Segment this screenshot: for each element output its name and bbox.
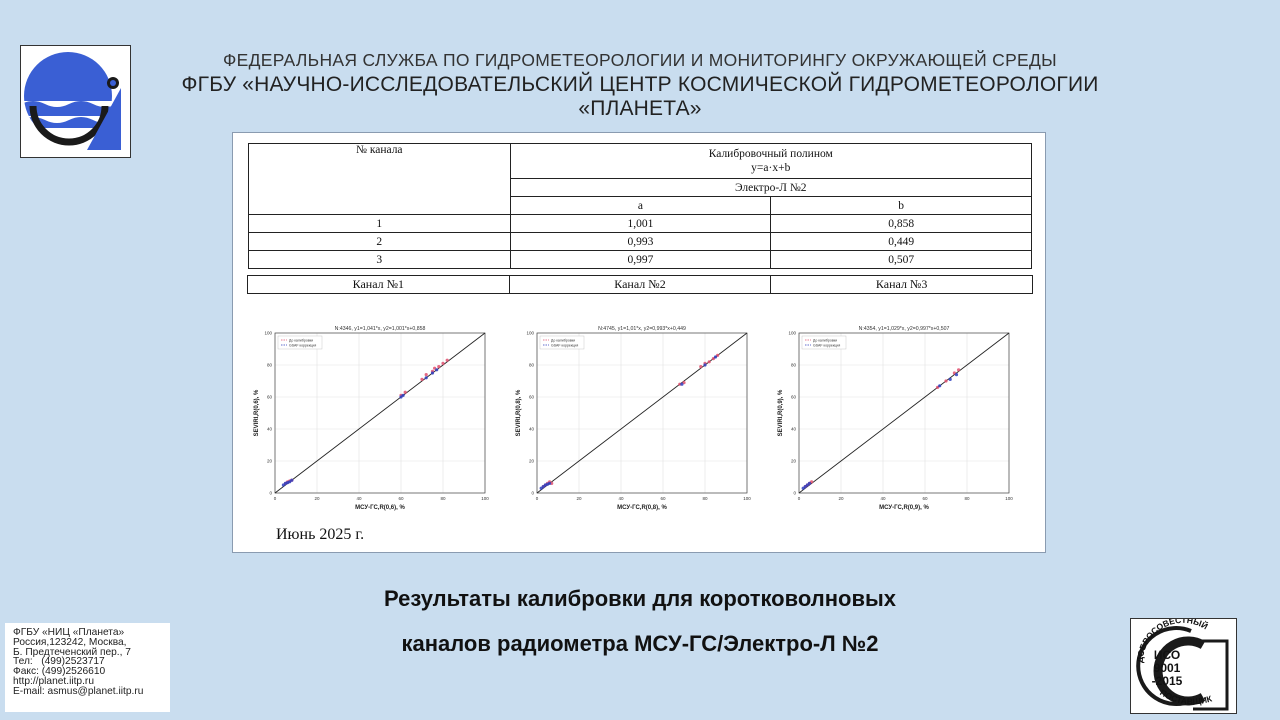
badge-iso-year: -2015 <box>1151 674 1183 688</box>
x-tick-label: 100 <box>481 496 489 501</box>
header-agency: ФЕДЕРАЛЬНАЯ СЛУЖБА ПО ГИДРОМЕТЕОРОЛОГИИ И МОНИТОРИНГУ ОКРУЖАЮЩЕЙ СРЕДЫ <box>223 50 1057 70</box>
x-axis-label: МСУ-ГС,R(0,6), % <box>355 505 405 511</box>
y-tick-label: 0 <box>531 490 534 496</box>
data-point <box>437 365 440 368</box>
table-row <box>249 251 1032 269</box>
data-point <box>938 384 941 387</box>
y-tick-label: 60 <box>790 394 796 400</box>
coef-a: 1,001 <box>510 215 771 233</box>
contact-line: ФГБУ «НИЦ «Планета» <box>13 627 125 638</box>
data-point <box>548 482 551 485</box>
x-tick-label: 40 <box>618 496 624 501</box>
data-point <box>446 359 449 362</box>
polynomial-title: Калибровочный полином <box>708 148 833 160</box>
channel-number: 1 <box>249 215 511 233</box>
y-axis-label: SEVIRI,R(0,9), % <box>778 389 784 437</box>
channel-label: Канал №1 <box>248 276 510 294</box>
x-tick-label: 60 <box>398 496 404 501</box>
coef-a-header: a <box>510 197 771 215</box>
chart-title: N:4745, y1=1,01*x, y2=0,993*x+0,449 <box>598 326 686 332</box>
data-point <box>680 383 683 386</box>
calibration-table <box>248 143 1032 269</box>
y-tick-label: 100 <box>788 330 796 336</box>
y-tick-label: 0 <box>269 490 272 496</box>
header-center: ФГБУ «НАУЧНО-ИССЛЕДОВАТЕЛЬСКИЙ ЦЕНТР КОСМИЧЕСКОЙ ГИДРОМЕТЕОРОЛОГИИ «ПЛАНЕТА» <box>181 73 1099 120</box>
legend-label: GSAF коррекция <box>289 343 317 348</box>
y-tick-label: 20 <box>790 458 796 464</box>
scatter-chart-channel-2 <box>512 323 752 513</box>
data-point <box>425 376 428 379</box>
data-point <box>714 355 717 358</box>
contact-line: Россия,123242, Москва, <box>13 636 127 648</box>
data-point <box>808 482 811 485</box>
data-point <box>420 378 423 381</box>
channel-label: Канал №2 <box>509 276 771 294</box>
data-point <box>708 360 711 363</box>
polynomial-header <box>510 144 1031 179</box>
x-tick-label: 80 <box>702 496 708 501</box>
y-tick-label: 100 <box>264 330 272 336</box>
coef-b-header: b <box>771 197 1032 215</box>
channel-number: 3 <box>249 251 511 269</box>
coef-a: 0,993 <box>510 233 771 251</box>
y-tick-label: 40 <box>528 426 534 432</box>
channel-header: № канала <box>249 144 511 215</box>
data-point <box>957 368 960 371</box>
coef-a: 0,997 <box>510 251 771 269</box>
scatter-chart-channel-1 <box>250 323 490 513</box>
y-tick-label: 20 <box>528 458 534 464</box>
x-tick-label: 20 <box>576 496 582 501</box>
data-point <box>404 391 407 394</box>
y-tick-label: 100 <box>526 330 534 336</box>
x-axis-label: МСУ-ГС,R(0,8), % <box>617 505 667 511</box>
table-row <box>249 215 1032 233</box>
x-tick-label: 0 <box>535 496 539 501</box>
contact-card <box>5 623 170 712</box>
legend-label: До калибровки <box>289 338 314 343</box>
y-tick-label: 40 <box>790 426 796 432</box>
y-axis-label: SEVIRI,R(0,8), % <box>516 389 522 437</box>
y-tick-label: 60 <box>528 394 534 400</box>
x-tick-label: 80 <box>964 496 970 501</box>
y-axis-label: SEVIRI,R(0,6), % <box>254 389 260 437</box>
x-tick-label: 80 <box>440 496 446 501</box>
x-tick-label: 60 <box>660 496 666 501</box>
x-tick-label: 40 <box>356 496 362 501</box>
chart-title: N:4346, y1=1,041*x, y2=1,001*x+0,858 <box>334 326 426 332</box>
channel-labels <box>247 275 1033 294</box>
x-axis-label: МСУ-ГС,R(0,9), % <box>879 505 929 511</box>
y-tick-label: 40 <box>266 426 272 432</box>
data-point <box>441 362 444 365</box>
contact-line: Б. Предтеченский пер., 7 <box>13 646 131 658</box>
data-point <box>703 363 706 366</box>
y-tick-label: 60 <box>266 394 272 400</box>
x-tick-label: 0 <box>273 496 277 501</box>
x-tick-label: 20 <box>838 496 844 501</box>
data-point <box>955 373 958 376</box>
data-point <box>425 373 428 376</box>
badge-iso-number: 9001 <box>1153 661 1181 675</box>
contact-line: Тел: (499)2523717 <box>13 656 105 668</box>
y-tick-label: 80 <box>528 362 534 368</box>
data-point <box>944 379 947 382</box>
contact-line: Факс: (499)2526610 <box>13 666 106 678</box>
x-tick-label: 100 <box>1005 496 1013 501</box>
organization-logo <box>20 45 131 158</box>
x-tick-label: 40 <box>880 496 886 501</box>
y-tick-label: 80 <box>266 362 272 368</box>
identity-line <box>275 333 485 493</box>
data-point <box>949 378 952 381</box>
data-point <box>431 371 434 374</box>
legend-label: GSAF коррекция <box>813 343 841 348</box>
legend-label: GSAF коррекция <box>551 343 579 348</box>
data-point <box>699 365 702 368</box>
date-note: Июнь 2025 г. <box>276 526 365 543</box>
contact-line[interactable]: http://planet.iitp.ru <box>13 675 94 687</box>
scatter-chart-channel-3 <box>774 323 1014 513</box>
x-tick-label: 20 <box>314 496 320 501</box>
badge-bottom-text: ПОСТАВЩИК <box>1158 687 1213 707</box>
legend-label: До калибровки <box>551 338 576 343</box>
chart-title: N:4354, y1=1,029*x, y2=0,997*x+0,507 <box>858 326 950 332</box>
channel-number: 2 <box>249 233 511 251</box>
content-panel <box>232 132 1046 553</box>
legend-label: До калибровки <box>813 338 838 343</box>
badge-iso-label: ИСО <box>1153 648 1181 662</box>
data-point <box>290 479 293 482</box>
slide-title-line-1: Результаты калибровки для коротковолновых <box>383 586 896 611</box>
x-tick-label: 100 <box>743 496 751 501</box>
satellite-header: Электро-Л №2 <box>510 179 1031 197</box>
y-tick-label: 20 <box>266 458 272 464</box>
iso-certificate-badge <box>1130 618 1237 714</box>
y-tick-label: 0 <box>793 490 796 496</box>
contact-line[interactable]: E-mail: asmus@planet.iitp.ru <box>13 685 144 697</box>
polynomial-formula: y=a·x+b <box>751 162 791 174</box>
coef-b: 0,507 <box>771 251 1032 269</box>
data-point <box>435 368 438 371</box>
identity-line <box>799 333 1009 493</box>
slide-title-line-2: каналов радиометра МСУ-ГС/Электро-Л №2 <box>401 631 879 656</box>
x-tick-label: 0 <box>797 496 801 501</box>
x-tick-label: 60 <box>922 496 928 501</box>
coef-b: 0,449 <box>771 233 1032 251</box>
badge-top-text: ДОБРОСОВЕСТНЫЙ <box>1134 619 1210 664</box>
coef-b: 0,858 <box>771 215 1032 233</box>
y-tick-label: 80 <box>790 362 796 368</box>
table-row <box>249 233 1032 251</box>
channel-label: Канал №3 <box>771 276 1033 294</box>
data-point <box>402 394 405 397</box>
